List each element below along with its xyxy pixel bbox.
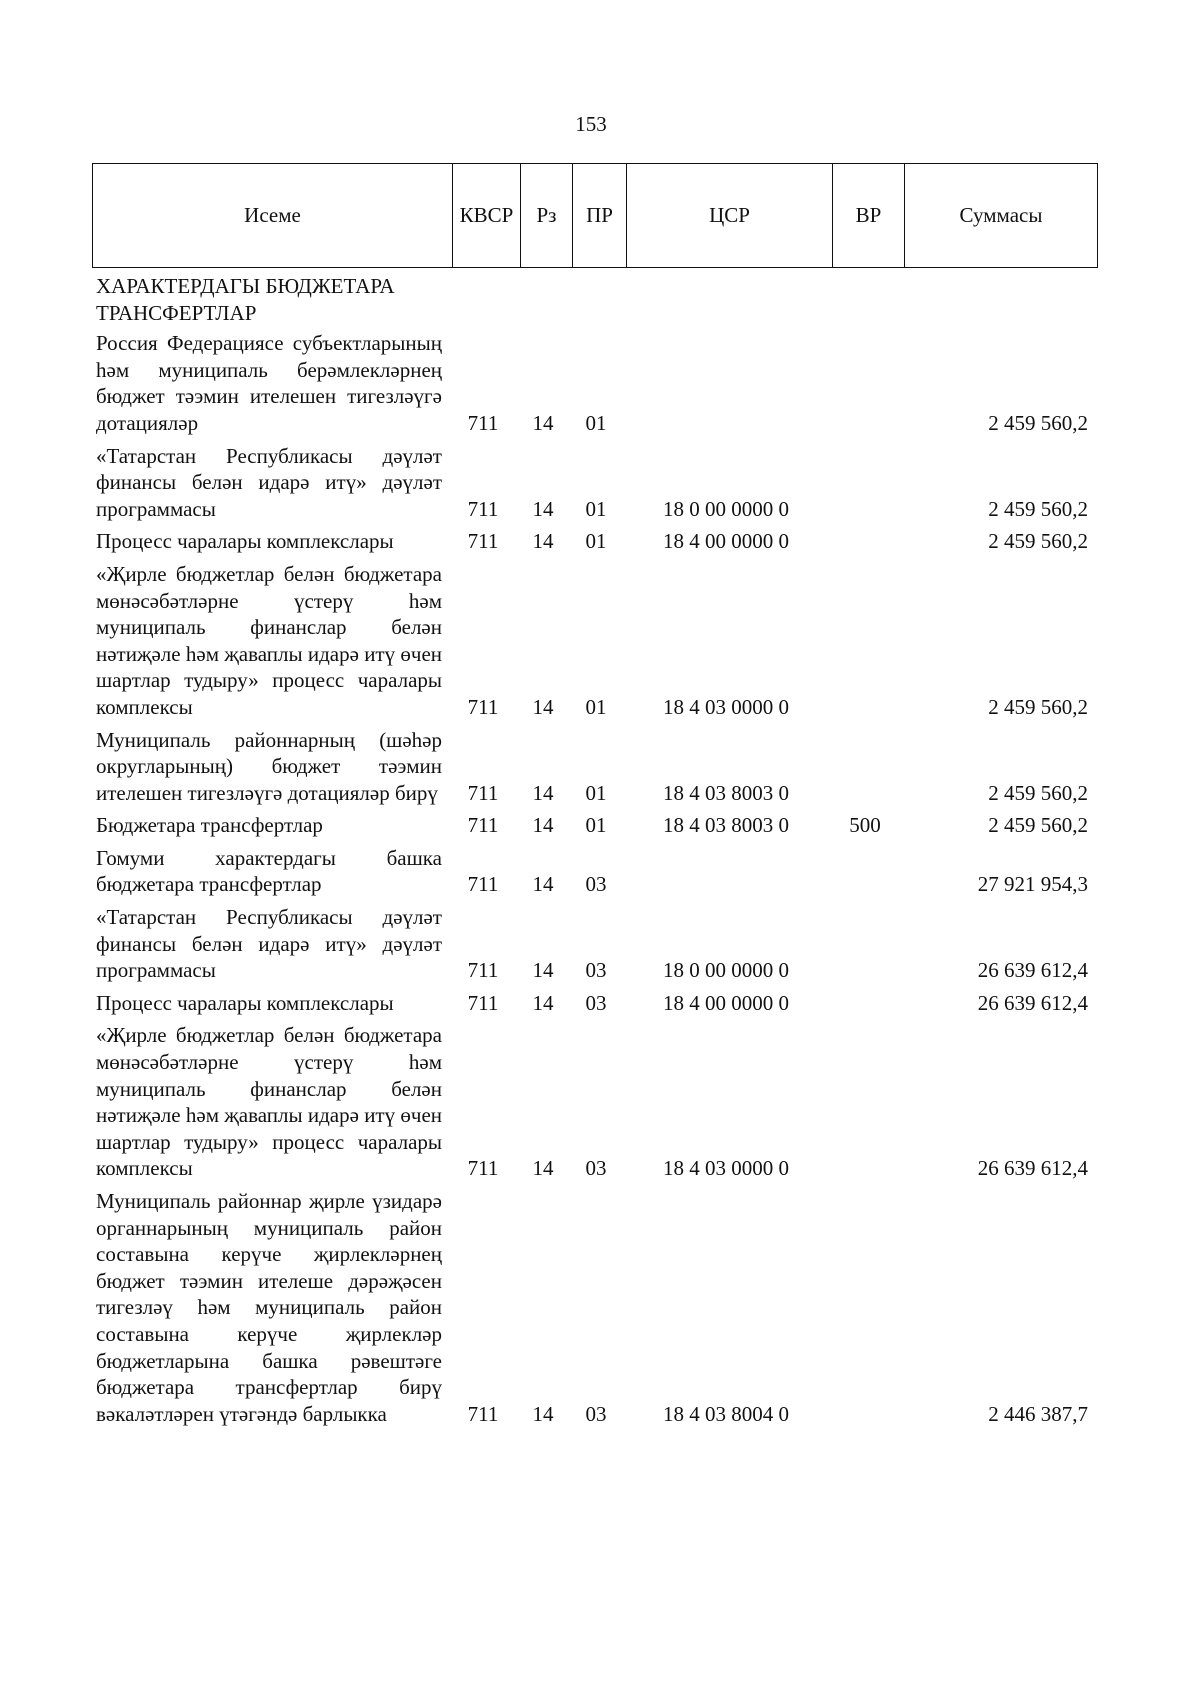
table-header bbox=[92, 163, 1098, 268]
row-kvsr: 711 bbox=[467, 496, 499, 521]
row-kvsr: 711 bbox=[467, 529, 499, 554]
header-pr: ПР bbox=[573, 164, 627, 268]
row-csr: 18 4 03 8003 0 bbox=[663, 780, 789, 805]
row-pr: 03 bbox=[585, 958, 607, 983]
row-name: Гомуми характердагы башка бюджетара трансфертлар bbox=[96, 845, 442, 897]
row-kvsr: 711 bbox=[467, 694, 499, 719]
header-rz: Рз bbox=[521, 164, 573, 268]
row-rz: 14 bbox=[532, 529, 554, 554]
row-rz: 14 bbox=[532, 1156, 554, 1181]
row-sum: 2 459 560,2 bbox=[988, 496, 1088, 521]
row-rz: 14 bbox=[532, 872, 554, 897]
row-rz: 14 bbox=[532, 780, 554, 805]
row-name: Муниципаль районнарның (шәһәр округларының) бюджет тәэмин ителешен тигезләүгә дотацияләр бирү bbox=[96, 727, 442, 805]
row-kvsr: 711 bbox=[467, 1156, 499, 1181]
row-sum: 27 921 954,3 bbox=[977, 872, 1088, 897]
header-csr: ЦСР bbox=[627, 164, 833, 268]
table-body bbox=[96, 273, 1096, 1433]
table-row bbox=[96, 330, 1096, 436]
header-vr: ВР bbox=[833, 164, 905, 268]
row-kvsr: 711 bbox=[467, 813, 499, 838]
row-vr: 500 bbox=[849, 813, 881, 838]
row-rz: 14 bbox=[532, 813, 554, 838]
row-kvsr: 711 bbox=[467, 780, 499, 805]
table-row bbox=[96, 727, 1096, 807]
row-csr: 18 4 03 0000 0 bbox=[663, 694, 789, 719]
row-csr: 18 0 00 0000 0 bbox=[663, 958, 789, 983]
row-kvsr: 711 bbox=[467, 872, 499, 897]
table-row bbox=[96, 904, 1096, 984]
row-name: Муниципаль районнар җирле үзидарә органнарының муниципаль район составына керүче җирлекләрнең бюджет тәэмин ителеше дәрәҗәсен тигезләү һәм муниципаль район составына керүче җирлекләр бюджетларына башка рәвештәге бюджетара трансфертлар бирү вәкаләтләрен үтәгәндә барлыкка bbox=[96, 1189, 442, 1426]
header-name: Исеме bbox=[93, 164, 453, 268]
row-csr: 18 4 00 0000 0 bbox=[663, 990, 789, 1015]
header-kvsr: КВСР bbox=[453, 164, 521, 268]
row-name: «Җирле бюджетлар белән бюджетара мөнәсәбәтләрне үстерү һәм муниципаль финанслар белән нәтиҗәле һәм җаваплы идарә итү өчен шартлар тудыру» процесс чаралары комплексы bbox=[96, 1023, 442, 1181]
row-kvsr: 711 bbox=[467, 958, 499, 983]
row-csr: 18 4 03 8004 0 bbox=[663, 1401, 789, 1426]
row-sum: 2 459 560,2 bbox=[988, 694, 1088, 719]
row-sum: 2 459 560,2 bbox=[988, 529, 1088, 554]
row-rz: 14 bbox=[532, 1401, 554, 1426]
table-row bbox=[96, 812, 1096, 839]
row-csr: 18 4 03 8003 0 bbox=[663, 813, 789, 838]
table-row bbox=[96, 273, 1096, 326]
row-pr: 03 bbox=[585, 872, 607, 897]
row-pr: 01 bbox=[585, 410, 607, 435]
table-row bbox=[96, 1188, 1096, 1427]
row-rz: 14 bbox=[532, 410, 554, 435]
header-sum: Суммасы bbox=[905, 164, 1098, 268]
table-row bbox=[96, 528, 1096, 555]
row-sum: 2 459 560,2 bbox=[988, 410, 1088, 435]
row-pr: 01 bbox=[585, 780, 607, 805]
row-kvsr: 711 bbox=[467, 990, 499, 1015]
row-kvsr: 711 bbox=[467, 410, 499, 435]
row-name: Процесс чаралары комплекслары bbox=[96, 990, 394, 1015]
row-sum: 2 459 560,2 bbox=[988, 813, 1088, 838]
row-name: «Татарстан Республикасы дәүләт финансы белән идарә итү» дәүләт программасы bbox=[96, 905, 442, 983]
table-row bbox=[96, 1022, 1096, 1182]
row-sum: 26 639 612,4 bbox=[977, 990, 1088, 1015]
table-row bbox=[96, 561, 1096, 721]
row-rz: 14 bbox=[532, 990, 554, 1015]
row-pr: 01 bbox=[585, 496, 607, 521]
row-pr: 01 bbox=[585, 694, 607, 719]
row-pr: 03 bbox=[585, 1156, 607, 1181]
row-rz: 14 bbox=[532, 496, 554, 521]
row-kvsr: 711 bbox=[467, 1401, 499, 1426]
page-number: 153 bbox=[575, 112, 607, 136]
row-sum: 2 446 387,7 bbox=[988, 1401, 1088, 1426]
row-sum: 26 639 612,4 bbox=[977, 958, 1088, 983]
row-name: «Җирле бюджетлар белән бюджетара мөнәсәбәтләрне үстерү һәм муниципаль финанслар белән нәтиҗәле һәм җаваплы идарә итү өчен шартлар тудыру» процесс чаралары комплексы bbox=[96, 561, 442, 719]
row-rz: 14 bbox=[532, 694, 554, 719]
row-csr: 18 4 00 0000 0 bbox=[663, 529, 789, 554]
row-pr: 01 bbox=[585, 529, 607, 554]
row-pr: 01 bbox=[585, 813, 607, 838]
row-name: Процесс чаралары комплекслары bbox=[96, 529, 394, 554]
table-row bbox=[96, 443, 1096, 523]
row-name: Бюджетара трансфертлар bbox=[96, 813, 323, 838]
row-sum: 26 639 612,4 bbox=[977, 1156, 1088, 1181]
row-name: «Татарстан Республикасы дәүләт финансы белән идарә итү» дәүләт программасы bbox=[96, 443, 442, 521]
row-sum: 2 459 560,2 bbox=[988, 780, 1088, 805]
row-pr: 03 bbox=[585, 1401, 607, 1426]
table-row bbox=[96, 990, 1096, 1017]
table-row bbox=[96, 845, 1096, 898]
row-rz: 14 bbox=[532, 958, 554, 983]
row-pr: 03 bbox=[585, 990, 607, 1015]
row-csr: 18 4 03 0000 0 bbox=[663, 1156, 789, 1181]
row-csr: 18 0 00 0000 0 bbox=[663, 496, 789, 521]
row-name: Россия Федерациясе субъектларының һәм муниципаль берәмлекләрнең бюджет тәэмин ителешен тигезләүгә дотацияләр bbox=[96, 331, 442, 435]
row-name: ХАРАКТЕРДАГЫ БЮДЖЕТАРА ТРАНСФЕРТЛАР bbox=[96, 274, 395, 325]
